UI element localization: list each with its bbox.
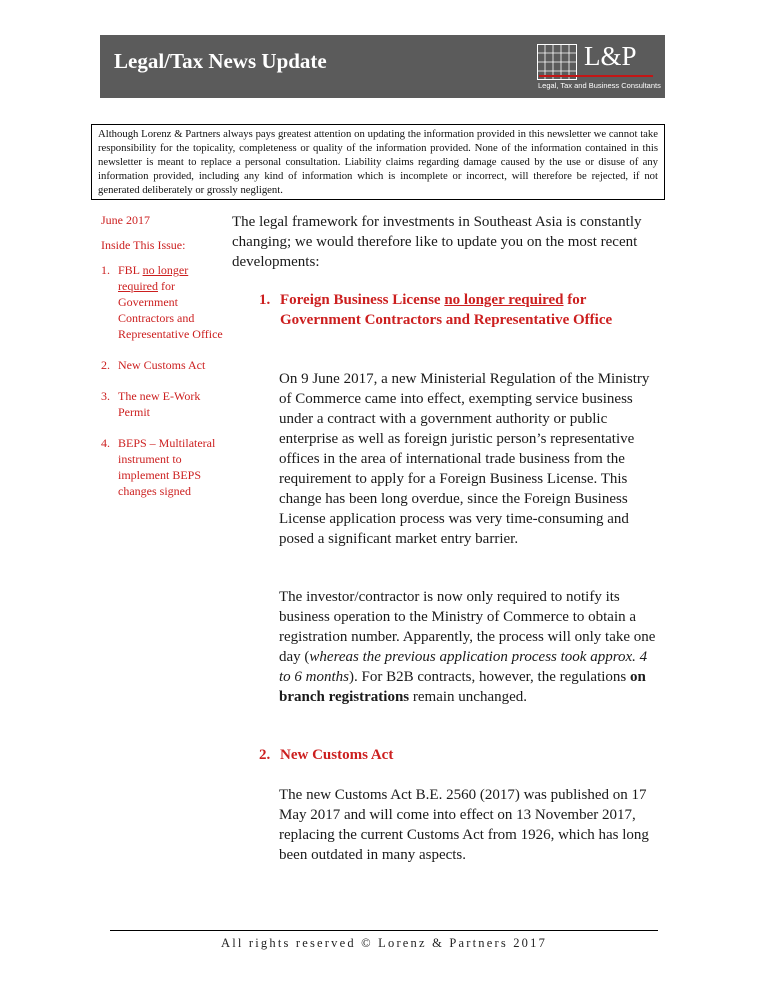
section-1-number: 1. (259, 292, 271, 308)
contents-item-underlined: no longer required (118, 263, 189, 293)
contents-item-text: FBL (118, 263, 143, 277)
intro-paragraph: The legal framework for investments in Southeast Asia is constantly changing; we would therefore like to update you on the most recent developments: (232, 214, 642, 270)
section-1-title-underlined: no longer required (444, 292, 564, 308)
section-2-paragraph-1: The new Customs Act B.E. 2560 (2017) was published on 17 May 2017 and will come into effect on 13 November 2017, replacing the current Customs Act from 1926, which has long been outdated in many aspects. (279, 787, 649, 863)
contents-item-number: 2. (101, 358, 110, 372)
contents-item-number: 1. (101, 263, 110, 277)
sidebar (101, 212, 226, 514)
para-2-text-mid: ). For B2B contracts, however, the regulations (349, 669, 631, 685)
contents-item-text-end: for Government Contractors and Representative Office (118, 279, 223, 341)
section-2-heading (259, 745, 650, 765)
contents-item[interactable] (101, 435, 226, 499)
contents-item-text: BEPS – Multilateral instrument to implement BEPS changes signed (118, 436, 216, 498)
section-2-number: 2. (259, 747, 271, 763)
section-1-title-end: for Government Contractors and Representative Office (280, 292, 613, 328)
footer-copyright: All rights reserved © Lorenz & Partners 2017 (220, 936, 548, 950)
contents-item-number: 3. (101, 389, 110, 403)
section-1-title: Foreign Business License (280, 292, 445, 308)
section-2-title: New Customs Act (280, 747, 394, 763)
contents-item[interactable] (101, 262, 226, 342)
contents-item-text: The new E-Work Permit (118, 389, 201, 419)
newsletter-title: Legal/Tax News Update (114, 49, 327, 73)
contents-item[interactable] (101, 388, 226, 420)
contents-item-text: New Customs Act (118, 358, 206, 372)
newsletter-header (100, 35, 665, 98)
logo-subtitle: Legal, Tax and Business Consultants (538, 81, 661, 90)
para-2-text-end: remain unchanged. (409, 689, 528, 705)
contents-item-number: 4. (101, 436, 110, 450)
section-1-paragraph-2 (279, 587, 659, 707)
issue-contents-list (101, 262, 226, 499)
para-2-text: The investor/contractor is now only required to notify its business operation to the Ministry of Commerce to obtain a registration number. Apparently, the process will only take one day ( (279, 589, 656, 665)
logo-text: L&P (584, 41, 637, 71)
footer-divider (110, 930, 658, 931)
disclaimer-box: Although Lorenz & Partners always pays greatest attention on updating the information provided in this newsletter we cannot take responsibility for the topicality, completeness or quality of the information provided. None of the information contained in this newsletter is meant to replace a personal consultation. Liability claims regarding damage caused by the use or disuse of any information provided, including any kind of information which is incomplete or incorrect, will therefore be rejected, if not generated deliberately or grossly negligent. (91, 124, 665, 200)
issue-date: June 2017 (101, 213, 150, 227)
logo-underline (539, 75, 653, 77)
section-1-paragraph-1: On 9 June 2017, a new Ministerial Regulation of the Ministry of Commerce came into effect, exempting service business under a contract with a government authority or public enterprise as well as foreign juristic person’s representative offices in the area of international trade business from the requirement to apply for a Foreign Business License. This change has been long overdue, since the Foreign Business License application process was very time-consuming and posed a significant market entry barrier. (279, 371, 650, 547)
contents-item[interactable] (101, 357, 226, 373)
section-1-heading (259, 290, 650, 330)
inside-this-issue-label: Inside This Issue: (101, 238, 186, 252)
para-2-bold: on branch registrations (279, 669, 646, 705)
para-2-italic: whereas the previous application process took approx. 4 to 6 months (279, 649, 648, 685)
